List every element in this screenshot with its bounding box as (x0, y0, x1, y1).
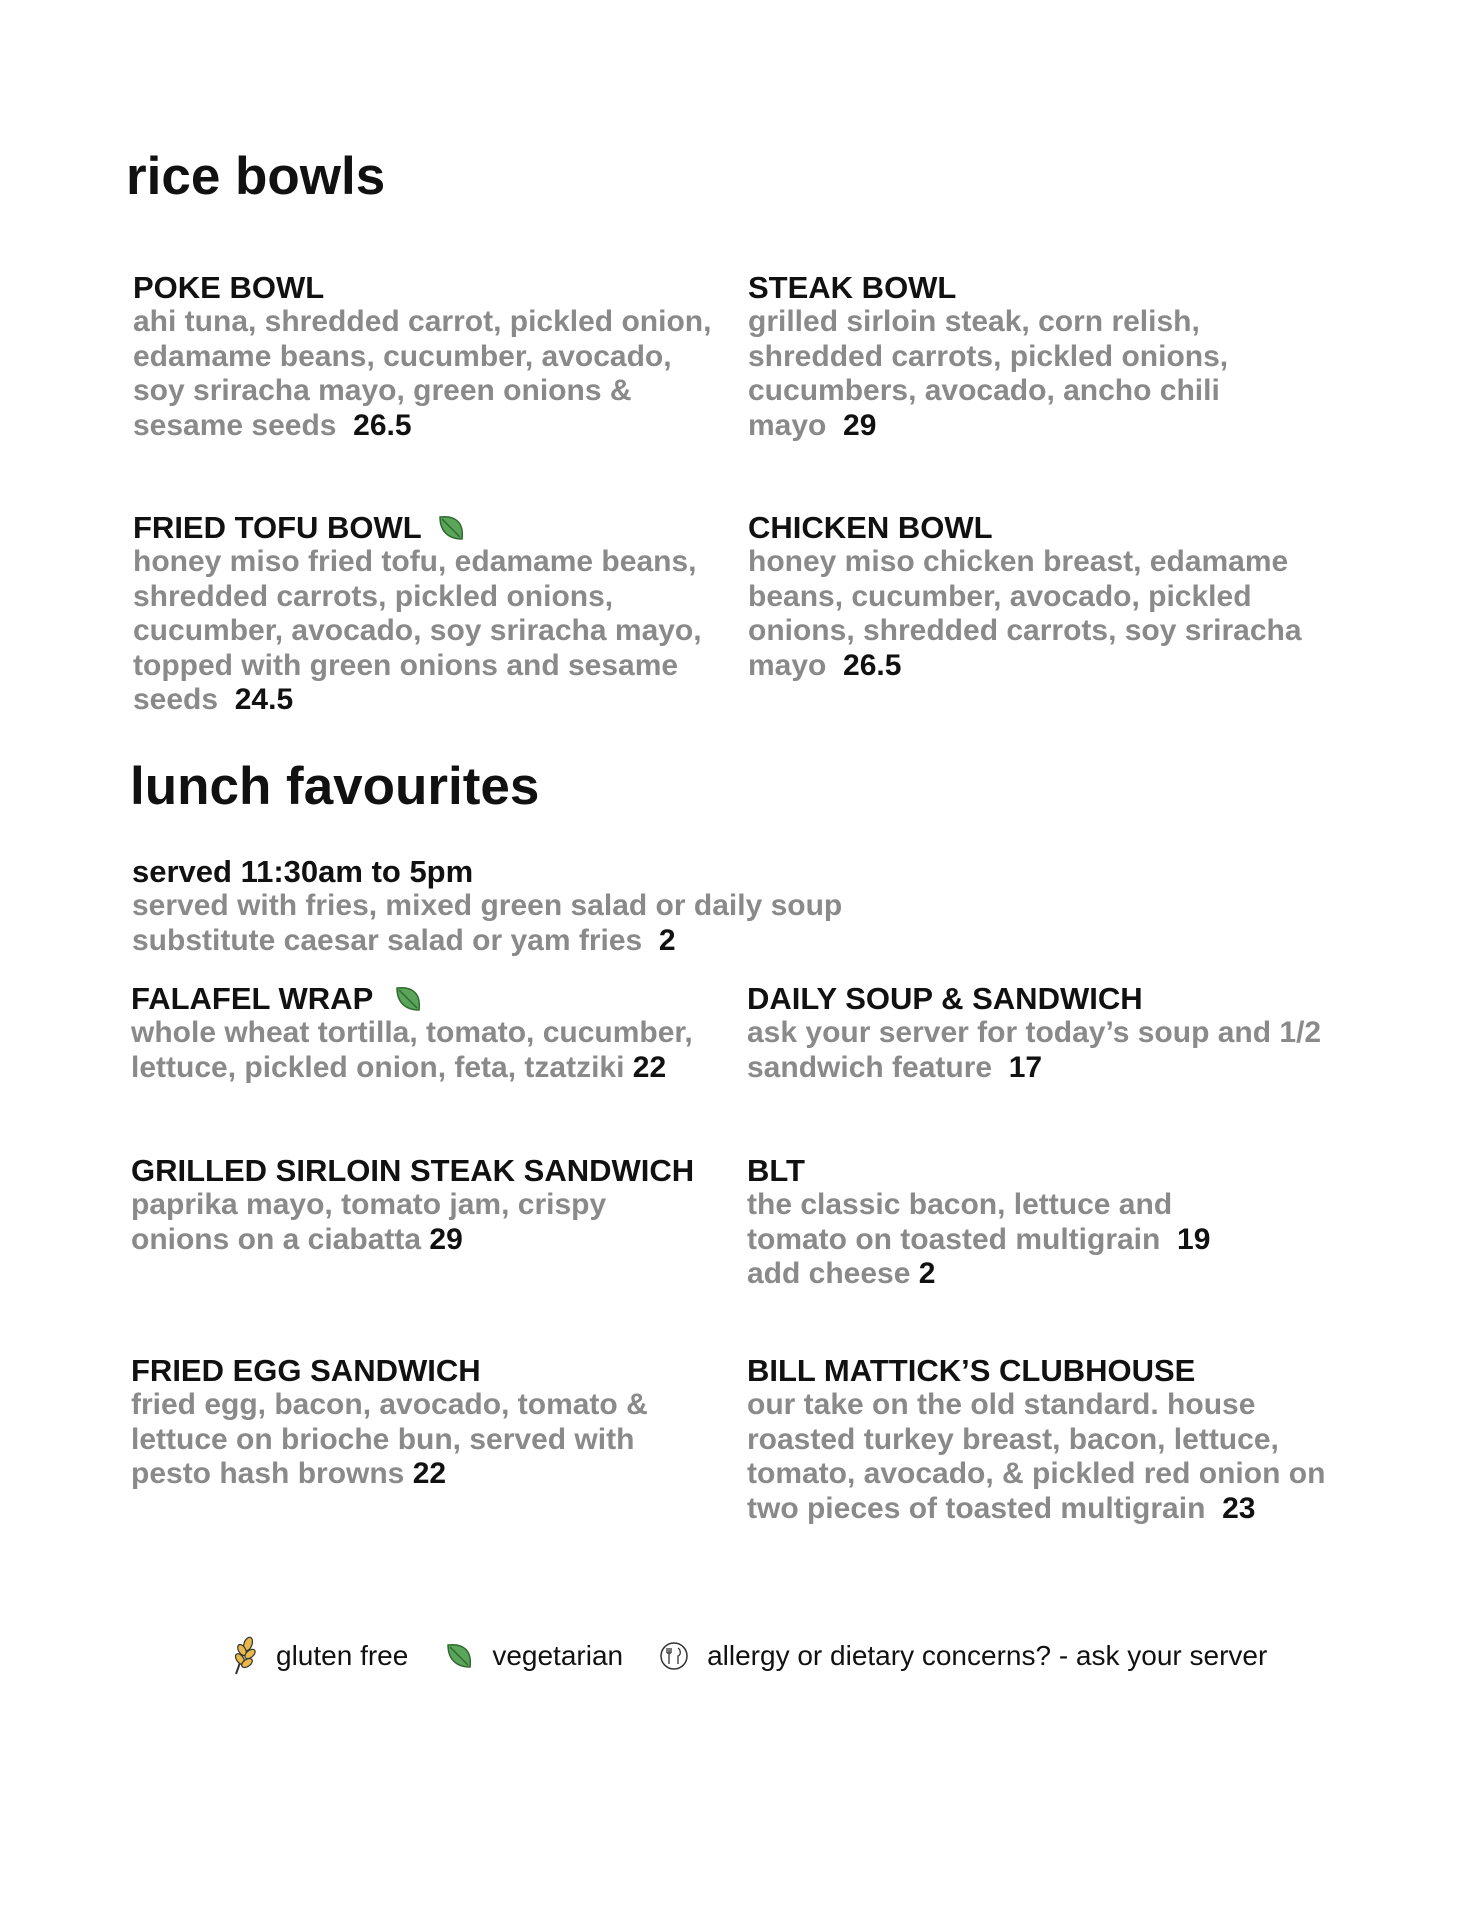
item-name: STEAK BOWL (748, 270, 957, 305)
item-description: whole wheat tortilla, tomato, cucumber, lettuce, pickled onion, feta, tzatziki 22 (131, 1016, 693, 1084)
section-title-lunch-favourites: lunch favourites (130, 757, 540, 816)
item-price: 19 (1177, 1222, 1211, 1256)
item-description: ask your server for today’s soup and 1/2 sandwich feature 17 (747, 1016, 1322, 1084)
item-extra-price: 2 (918, 1257, 936, 1290)
section-title-rice-bowls: rice bowls (126, 147, 386, 206)
menu-item-blt (747, 1153, 1337, 1292)
item-description: honey miso chicken breast, edamame beans, cucumber, avocado, pickled onions, shredded carrots, soy sriracha mayo 26.5 (748, 545, 1302, 682)
item-price: 29 (843, 408, 877, 442)
menu-item-bill-mattick-clubhouse (747, 1353, 1347, 1526)
menu-item-fried-tofu-bowl (133, 510, 723, 718)
item-description: honey miso fried tofu, edamame beans, shredded carrots, pickled onions, cucumber, avocado, soy sriracha mayo, topped with green onions and sesame seeds 24.5 (133, 545, 702, 716)
leaf-icon (393, 984, 423, 1014)
legend-gluten-free: gluten free (276, 1640, 409, 1671)
served-hours: served 11:30am to 5pm (132, 854, 474, 889)
lunch-intro (132, 854, 1032, 958)
item-description: our take on the old standard. house roasted turkey breast, bacon, lettuce, tomato, avocado, & pickled red onion on two pieces of toasted multigrain 23 (747, 1388, 1326, 1525)
item-price: 17 (1008, 1050, 1043, 1084)
item-description: fried egg, bacon, avocado, tomato & lettuce on brioche bun, served with pesto hash browns 22 (131, 1388, 648, 1490)
leaf-icon (442, 1636, 476, 1676)
menu-item-chicken-bowl (748, 510, 1338, 683)
item-description: ahi tuna, shredded carrot, pickled onion, edamame beans, cucumber, avocado, soy sriracha mayo, green onions & sesame seeds 26.5 (133, 305, 712, 442)
item-name: FRIED EGG SANDWICH (131, 1353, 481, 1388)
item-price: 22 (412, 1457, 447, 1490)
menu-item-fried-egg-sandwich (131, 1353, 721, 1492)
menu-item-poke-bowl (133, 270, 723, 443)
item-price: 26.5 (843, 648, 902, 682)
item-description: paprika mayo, tomato jam, crispy onions on a ciabatta 29 (131, 1188, 607, 1256)
leaf-icon (436, 513, 466, 543)
item-description: the classic bacon, lettuce and tomato on toasted multigrain 19 (747, 1188, 1211, 1256)
item-name: DAILY SOUP & SANDWICH (747, 981, 1143, 1016)
item-price: 29 (429, 1222, 463, 1256)
item-name: POKE BOWL (133, 270, 325, 305)
substitute-price: 2 (658, 923, 676, 957)
legend-vegetarian: vegetarian (492, 1640, 624, 1671)
item-description: grilled sirloin steak, corn relish, shredded carrots, pickled onions, cucumbers, avocado, ancho chili mayo 29 (748, 305, 1229, 442)
item-price: 23 (1222, 1491, 1256, 1525)
legend-allergy-note: allergy or dietary concerns? - ask your server (707, 1640, 1268, 1671)
sides-note: served with fries, mixed green salad or daily soup (132, 889, 843, 922)
menu-item-grilled-sirloin-steak-sandwich (131, 1153, 721, 1257)
item-price: 22 (632, 1050, 667, 1084)
wheat-icon (226, 1636, 260, 1676)
menu-item-daily-soup-sandwich (747, 981, 1337, 1085)
dietary-legend (226, 1636, 1267, 1676)
substitute-note: substitute caesar salad or yam fries 2 (132, 923, 676, 957)
item-name: GRILLED SIRLOIN STEAK SANDWICH (131, 1153, 695, 1188)
item-name: FRIED TOFU BOWL (133, 510, 422, 545)
item-price: 24.5 (234, 683, 294, 716)
item-price: 26.5 (353, 408, 412, 442)
menu-item-falafel-wrap (131, 981, 721, 1085)
menu-item-steak-bowl (748, 270, 1338, 443)
item-name: CHICKEN BOWL (748, 510, 993, 545)
item-extra: add cheese 2 (747, 1257, 936, 1290)
item-name: FALAFEL WRAP (131, 981, 374, 1016)
item-name: BILL MATTICK’S CLUBHOUSE (747, 1353, 1196, 1388)
plate-cutlery-icon (657, 1636, 691, 1676)
item-name: BLT (747, 1153, 805, 1188)
